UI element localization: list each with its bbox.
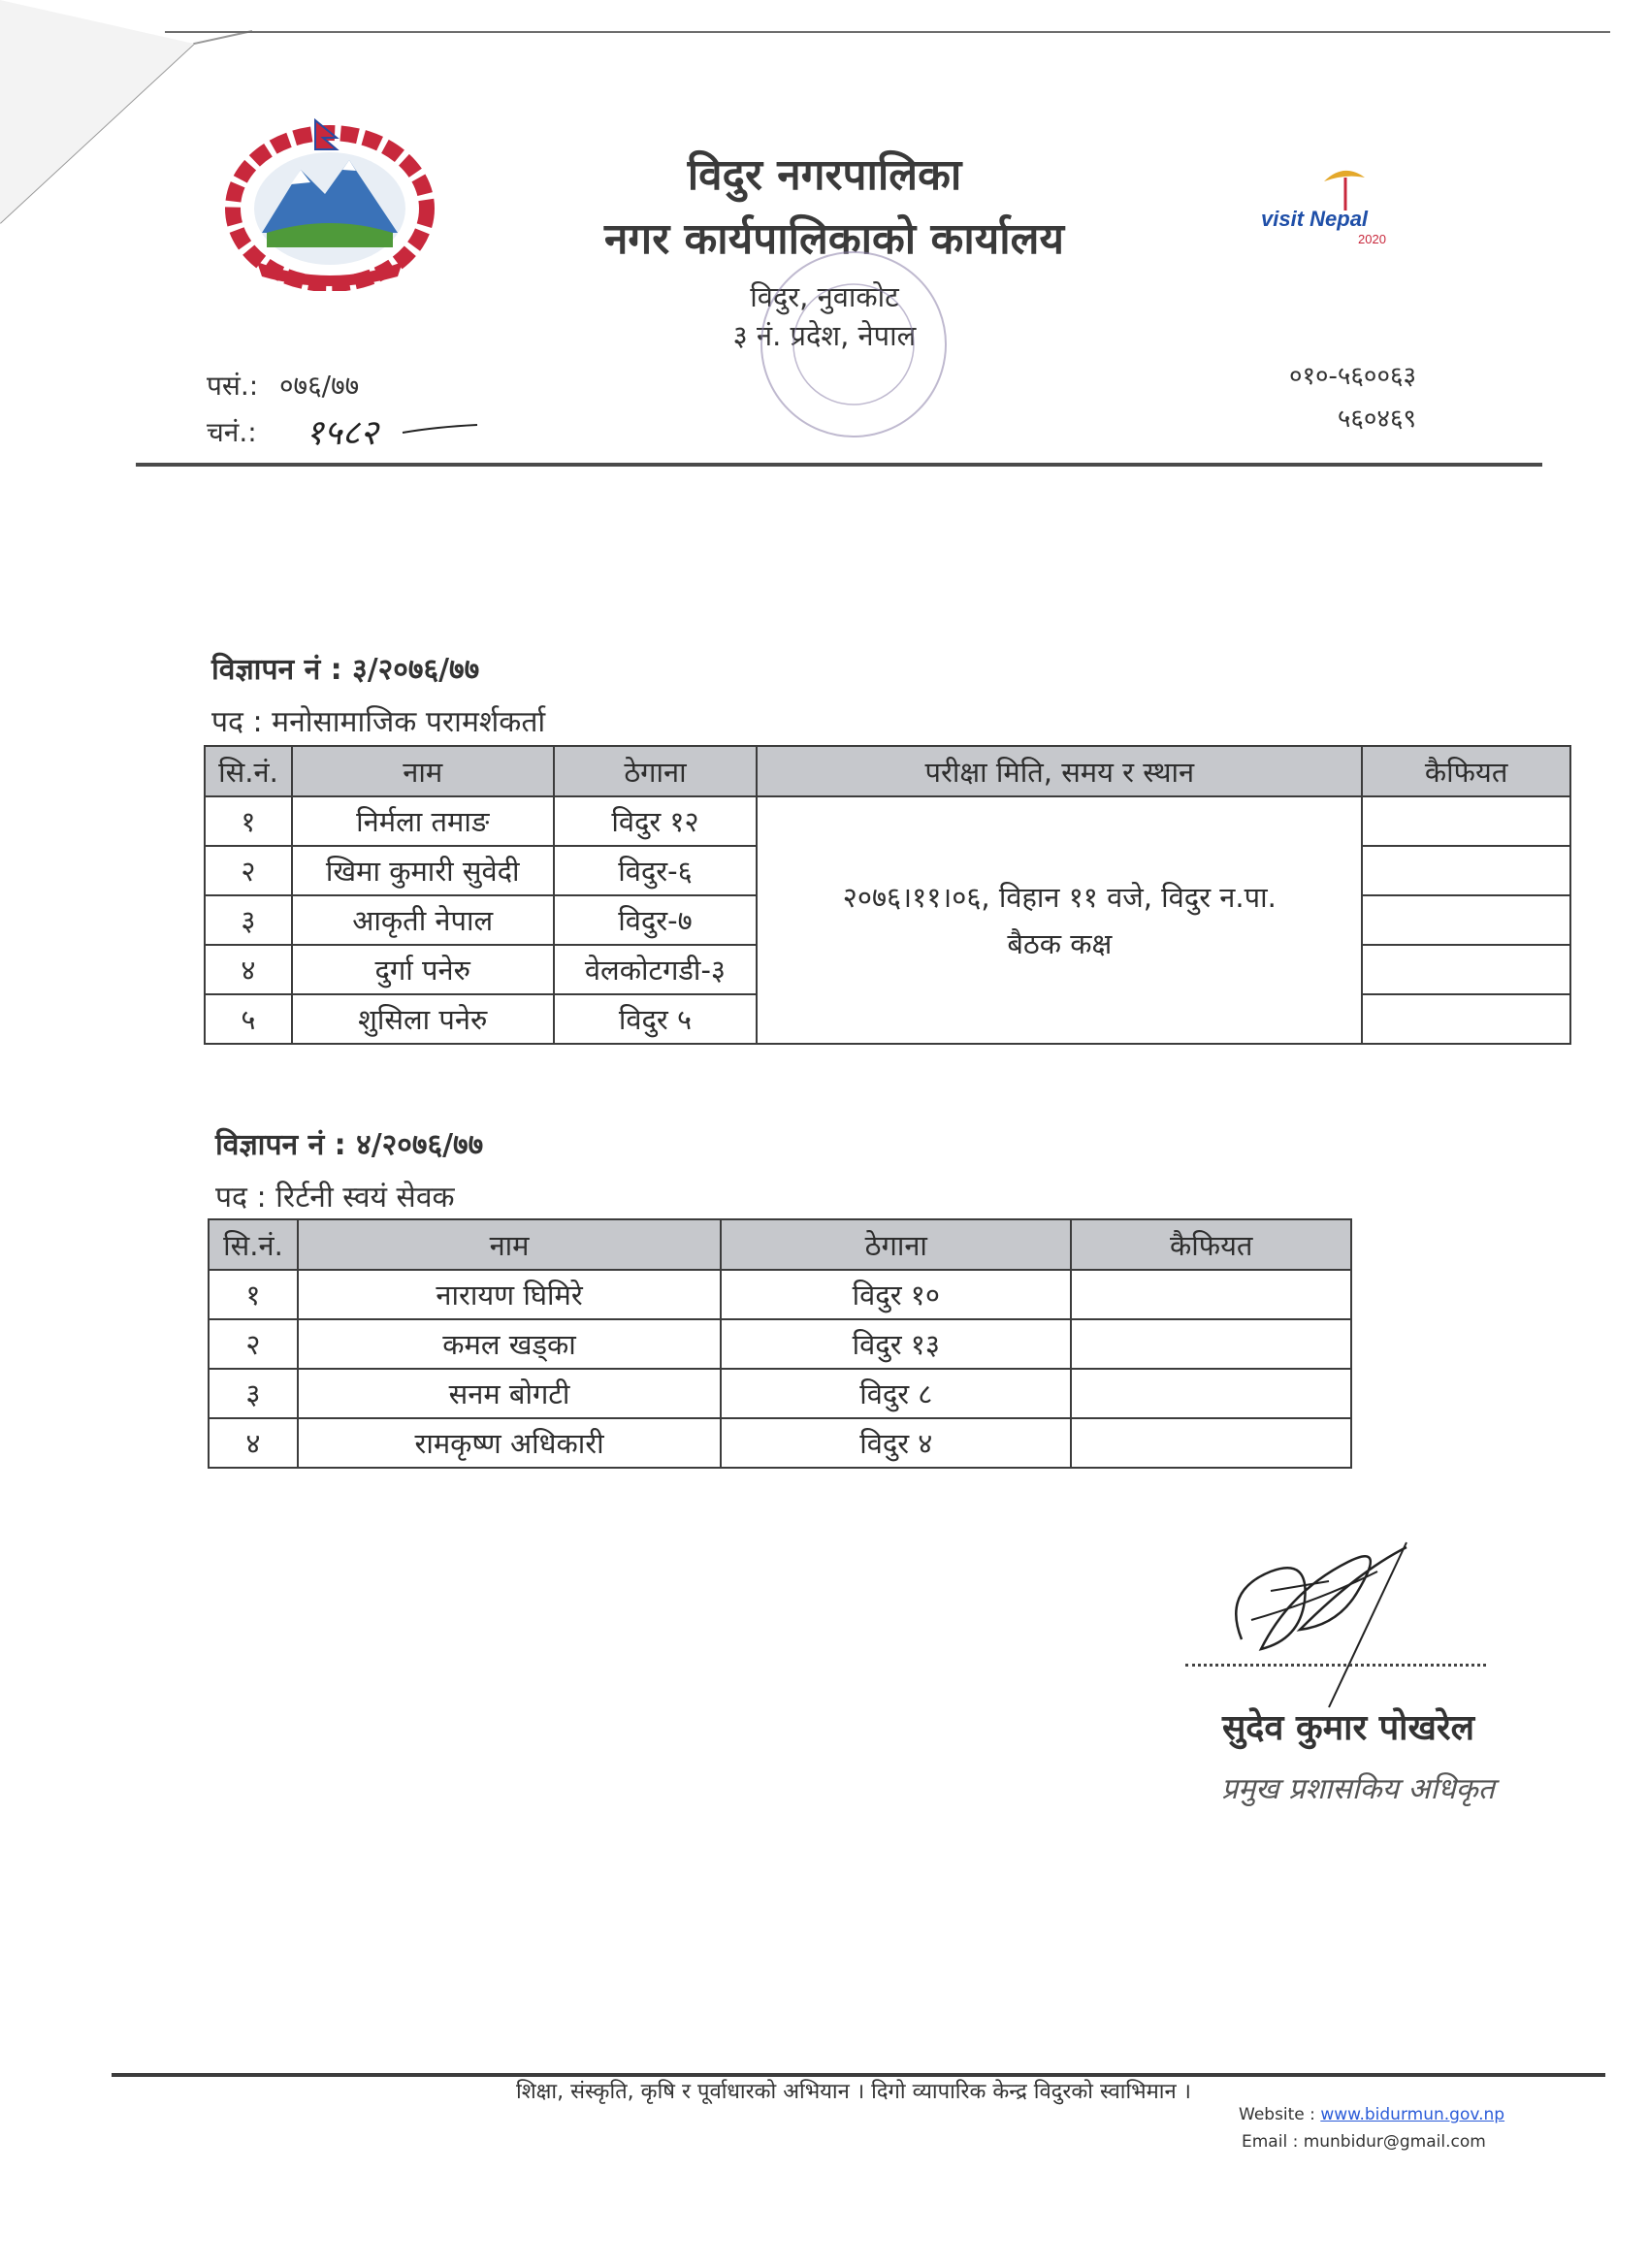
exam-details-cell (757, 796, 1362, 1044)
row-sn: ३ (205, 895, 292, 945)
row-address: विदुर ८ (721, 1369, 1071, 1418)
row-sn: ४ (209, 1418, 298, 1468)
row-remarks (1071, 1369, 1351, 1418)
col-address: ठेगाना (554, 746, 758, 796)
row-address: वेलकोटगडी-३ (554, 945, 758, 994)
signatory-designation: प्रमुख प्रशासकिय अधिकृत (1221, 1772, 1495, 1806)
website-link[interactable]: www.bidurmun.gov.np (1320, 2105, 1505, 2124)
address-line-1: विदुर, नुवाकोट (750, 280, 899, 313)
municipality-name: विदुर नगरपालिका (687, 150, 962, 200)
address-line-2: ३ नं. प्रदेश, नेपाल (732, 319, 917, 352)
phone-number-2: ५६०४६९ (1337, 405, 1416, 434)
dispatch-label: चनं.: (207, 416, 257, 448)
visit-nepal-text: visit Nepal (1261, 207, 1369, 231)
table-row (209, 1369, 1351, 1418)
signature-line (1185, 1664, 1486, 1667)
row-remarks (1362, 846, 1570, 895)
dispatch-underline-stroke (310, 415, 480, 444)
row-remarks (1362, 895, 1570, 945)
row-remarks (1362, 796, 1570, 846)
visit-nepal-year: 2020 (1358, 232, 1386, 246)
row-address: विदुर ५ (554, 994, 758, 1044)
row-sn: ५ (205, 994, 292, 1044)
row-name: नारायण घिमिरे (298, 1270, 721, 1319)
signatory-name: सुदेव कुमार पोखरेल (1221, 1708, 1475, 1748)
row-name: आकृती नेपाल (292, 895, 554, 945)
dispatch-number-handwritten: १५८२ (306, 413, 378, 453)
email-label: Email : (1242, 2132, 1299, 2152)
col-sn: सि.नं. (205, 746, 292, 796)
col-exam-details: परीक्षा मिति, समय र स्थान (757, 746, 1362, 796)
row-remarks (1071, 1319, 1351, 1369)
reference-label: पसं.: (207, 370, 259, 402)
row-sn: २ (205, 846, 292, 895)
top-border-line (165, 31, 1610, 33)
table-row (205, 796, 1570, 846)
row-name: कमल खड्का (298, 1319, 721, 1369)
signature-mark-icon (1212, 1533, 1426, 1717)
footer-slogan: शिक्षा, संस्कृति, कृषि र पूर्वाधारको अभियान । दिगो व्यापारिक केन्द्र विदुरको स्वाभिमान । (516, 2080, 1191, 2104)
nepal-emblem-icon (218, 116, 441, 291)
col-sn: सि.नं. (209, 1219, 298, 1270)
advert1-post: पद : मनोसामाजिक परामर्शकर्ता (211, 705, 546, 739)
exam-line-1: २०७६।११।०६, विहान ११ वजे, विदुर न.पा. (842, 880, 1277, 914)
row-name: दुर्गा पनेरु (292, 945, 554, 994)
footer-website (1239, 2105, 1504, 2124)
exam-line-2: बैठक कक्ष (1007, 926, 1113, 960)
reference-number: ०७६/७७ (279, 370, 360, 402)
col-remarks: कैफियत (1362, 746, 1570, 796)
row-sn: १ (205, 796, 292, 846)
row-remarks (1071, 1270, 1351, 1319)
row-name: शुसिला पनेरु (292, 994, 554, 1044)
table-row (209, 1418, 1351, 1468)
table-row (209, 1319, 1351, 1369)
header-divider (136, 463, 1542, 467)
office-stamp-icon (718, 243, 989, 456)
table-row (209, 1270, 1351, 1319)
col-name: नाम (292, 746, 554, 796)
email-address: munbidur@gmail.com (1303, 2132, 1486, 2152)
row-remarks (1362, 945, 1570, 994)
row-address: विदुर १३ (721, 1319, 1071, 1369)
advert1-number: विज्ञापन नं : ३/२०७६/७७ (211, 653, 480, 687)
advert1-table (204, 745, 1571, 1045)
row-name: निर्मला तमाङ (292, 796, 554, 846)
row-address: विदुर-७ (554, 895, 758, 945)
row-address: विदुर ४ (721, 1418, 1071, 1468)
advert2-header-row (209, 1219, 1351, 1270)
website-label: Website : (1239, 2105, 1315, 2124)
row-name: खिमा कुमारी सुवेदी (292, 846, 554, 895)
footer-email (1242, 2132, 1486, 2152)
row-address: विदुर १० (721, 1270, 1071, 1319)
row-name: रामकृष्ण अधिकारी (298, 1418, 721, 1468)
row-sn: १ (209, 1270, 298, 1319)
col-remarks: कैफियत (1071, 1219, 1351, 1270)
advert2-number: विज्ञापन नं : ४/२०७६/७७ (215, 1128, 484, 1162)
row-sn: ४ (205, 945, 292, 994)
col-address: ठेगाना (721, 1219, 1071, 1270)
advert1-header-row (205, 746, 1570, 796)
advert2-post: पद : रिर्टनी स्वयं सेवक (215, 1181, 455, 1215)
visit-nepal-logo-icon (1256, 160, 1431, 252)
row-address: विदुर १२ (554, 796, 758, 846)
row-remarks (1071, 1418, 1351, 1468)
col-name: नाम (298, 1219, 721, 1270)
advert2-table (208, 1218, 1352, 1469)
row-sn: २ (209, 1319, 298, 1369)
row-address: विदुर-६ (554, 846, 758, 895)
row-remarks (1362, 994, 1570, 1044)
office-name: नगर कार्यपालिकाको कार्यालय (604, 214, 1064, 264)
row-sn: ३ (209, 1369, 298, 1418)
page-fold-corner (0, 0, 252, 252)
phone-number-1: ०१०-५६००६३ (1288, 362, 1416, 391)
row-name: सनम बोगटी (298, 1369, 721, 1418)
